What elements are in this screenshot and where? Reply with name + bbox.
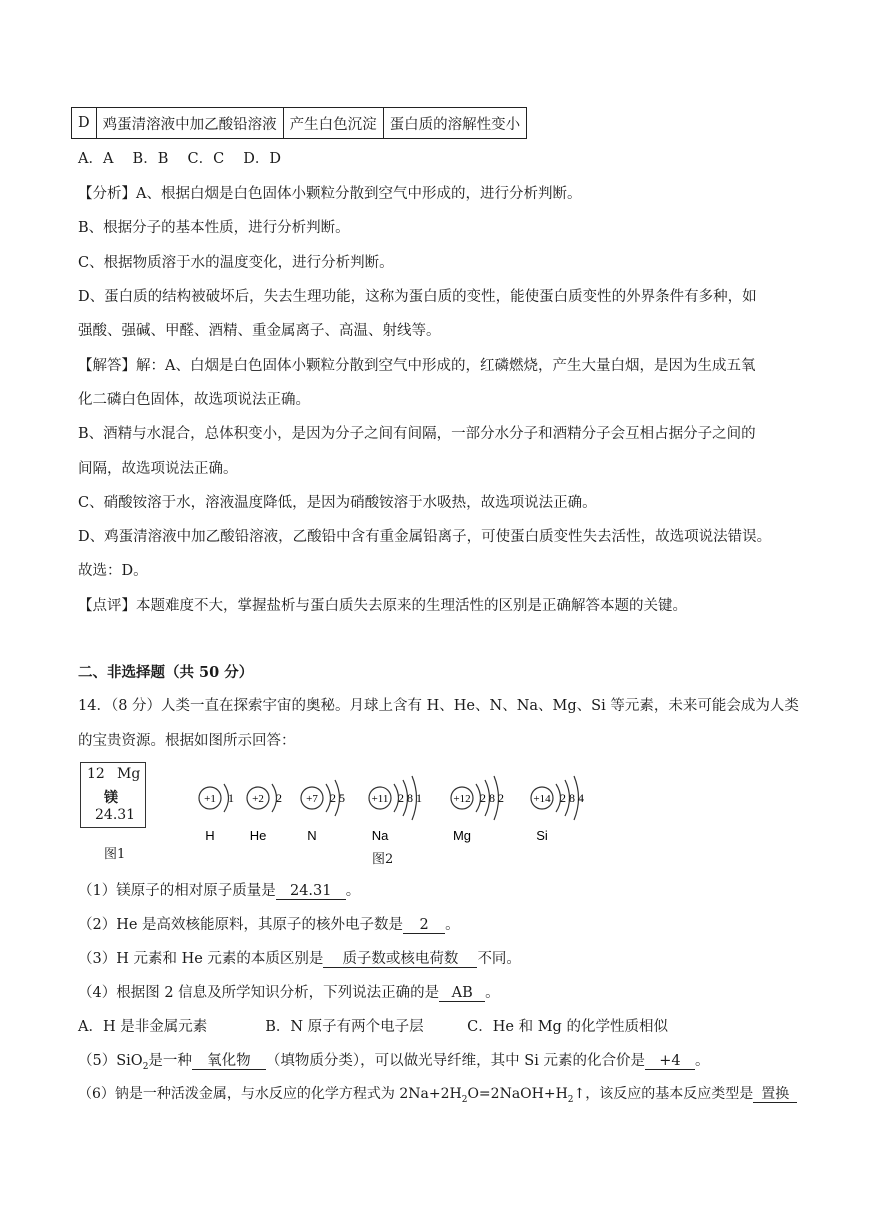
solution-line: D、鸡蛋清溶液中加乙酸铅溶液，乙酸铅中含有重金属铅离子，可使蛋白质变性失去活性，故选项说法错误。 bbox=[78, 529, 772, 545]
option-table bbox=[71, 107, 527, 139]
atom-diagram-na bbox=[369, 776, 422, 843]
figure-1-caption: 图1 bbox=[104, 847, 126, 862]
nucleus-charge: +1 bbox=[204, 793, 216, 805]
answer-blank: 氧化物 bbox=[192, 1053, 266, 1070]
subscript: 2 bbox=[461, 1094, 468, 1105]
element-label: Si bbox=[536, 828, 548, 843]
atomic-structure-diagrams bbox=[190, 760, 630, 870]
row-operation: 鸡蛋清溶液中加乙酸铅溶液 bbox=[96, 108, 283, 139]
sub-question-text: 。 bbox=[345, 883, 361, 899]
nucleus-charge: +7 bbox=[306, 793, 318, 805]
electron-count: 8 bbox=[407, 791, 413, 805]
sub-question-1 bbox=[78, 879, 360, 900]
answer-blank: 2 bbox=[403, 917, 445, 934]
sub-question-text: （3）H 元素和 He 元素的本质区别是 bbox=[78, 951, 324, 967]
atom-diagram-si bbox=[531, 776, 584, 843]
figure-2-caption: 图2 bbox=[372, 852, 394, 867]
element-name: 镁 bbox=[104, 790, 118, 806]
element-symbol: Mg bbox=[117, 766, 141, 782]
element-label: Mg bbox=[452, 828, 472, 843]
sub-question-6 bbox=[78, 1083, 797, 1105]
element-label: Na bbox=[371, 828, 389, 843]
solution-line: 故选：D。 bbox=[78, 563, 148, 579]
answer-blank: 24.31 bbox=[276, 883, 346, 900]
sub-question-text: （5）SiO bbox=[78, 1053, 143, 1069]
answer-blank: 质子数或核电荷数 bbox=[323, 951, 477, 968]
analysis-line: D、蛋白质的结构被破坏后，失去生理功能，这称为蛋白质的变性，能使蛋白质变性的外界条件有多种，如 bbox=[78, 289, 757, 305]
electron-count: 2 bbox=[480, 791, 486, 805]
sub-question-5 bbox=[78, 1049, 709, 1072]
element-cell-magnesium bbox=[80, 762, 146, 828]
solution-line: 间隔，故选项说法正确。 bbox=[78, 461, 238, 477]
comment-line: 【点评】本题难度不大，掌握盐析与蛋白质失去原来的生理活性的区别是正确解答本题的关键。 bbox=[78, 598, 687, 614]
section-title: 二、非选择题（共 50 分） bbox=[78, 664, 254, 681]
atom-diagram-n bbox=[301, 780, 345, 843]
analysis-line: 强酸、强碱、甲醛、酒精、重金属离子、高温、射线等。 bbox=[78, 323, 441, 339]
atom-diagrams bbox=[199, 776, 584, 843]
electron-count: 2 bbox=[276, 791, 282, 805]
electron-count: 2 bbox=[330, 791, 336, 805]
row-explanation: 蛋白质的溶解性变小 bbox=[383, 108, 527, 139]
atomic-mass: 24.31 bbox=[95, 807, 136, 823]
answer-blank: 置换 bbox=[753, 1086, 797, 1103]
sub-question-3 bbox=[78, 947, 521, 968]
electron-count: 5 bbox=[339, 791, 345, 805]
analysis-line: B、根据分子的基本性质，进行分析判断。 bbox=[78, 220, 350, 236]
element-label: H bbox=[205, 828, 215, 843]
atomic-number: 12 bbox=[87, 766, 105, 782]
sub-question-text: 。 bbox=[485, 985, 500, 1001]
solution-line: 【解答】解：A、白烟是白色固体小颗粒分散到空气中形成的，红磷燃烧，产生大量白烟，是因为生成五氧 bbox=[78, 358, 756, 374]
nucleus-charge: +2 bbox=[252, 793, 264, 805]
subscript: 2 bbox=[142, 1061, 149, 1072]
nucleus-charge: +12 bbox=[453, 793, 471, 805]
answer-blank: AB bbox=[439, 985, 485, 1002]
electron-count: 1 bbox=[416, 791, 422, 805]
atom-diagram-h bbox=[199, 784, 234, 843]
nucleus-charge: +14 bbox=[533, 793, 551, 805]
nucleus-charge: +11 bbox=[371, 793, 389, 805]
answer-choices: A．A B．B C．C D．D bbox=[78, 151, 282, 167]
sub-question-text: O=2NaOH+H bbox=[467, 1086, 568, 1102]
row-letter: D bbox=[72, 108, 97, 139]
electron-count: 1 bbox=[228, 791, 234, 805]
electron-count: 2 bbox=[498, 791, 504, 805]
electron-count: 8 bbox=[569, 791, 575, 805]
electron-count: 2 bbox=[560, 791, 566, 805]
sub-question-4-options: A．H 是非金属元素 B．N 原子有两个电子层 C．He 和 Mg 的化学性质相似 bbox=[78, 1019, 668, 1035]
electron-count: 8 bbox=[489, 791, 495, 805]
sub-question-4 bbox=[78, 981, 500, 1002]
analysis-line: C、根据物质溶于水的温度变化，进行分析判断。 bbox=[78, 255, 394, 271]
atom-diagram-mg bbox=[451, 776, 504, 843]
sub-question-text: （2）He 是高效核能原料，其原子的核外电子数是 bbox=[78, 917, 404, 933]
solution-line: C、硝酸铵溶于水，溶液温度降低，是因为硝酸铵溶于水吸热，故选项说法正确。 bbox=[78, 495, 597, 511]
answer-blank: +4 bbox=[645, 1053, 695, 1070]
sub-question-text: （填物质分类），可以做光导纤维，其中 Si 元素的化合价是 bbox=[265, 1053, 645, 1069]
sub-question-text: （4）根据图 2 信息及所学知识分析，下列说法正确的是 bbox=[78, 985, 440, 1001]
sub-question-text: ↑，该反应的基本反应类型是 bbox=[573, 1086, 754, 1102]
solution-line: B、酒精与水混合，总体积变小，是因为分子之间有间隔，一部分水分子和酒精分子会互相占据分子之间的 bbox=[78, 426, 756, 442]
analysis-line: 【分析】A、根据白烟是白色固体小颗粒分散到空气中形成的，进行分析判断。 bbox=[78, 186, 582, 202]
sub-question-text: 不同。 bbox=[477, 951, 521, 967]
row-phenomenon: 产生白色沉淀 bbox=[283, 108, 383, 139]
atom-diagram-he bbox=[247, 784, 282, 843]
table-row bbox=[72, 108, 527, 139]
sub-question-text: （6）钠是一种活泼金属，与水反应的化学方程式为 2Na+2H bbox=[78, 1086, 462, 1102]
electron-count: 2 bbox=[398, 791, 404, 805]
element-label: He bbox=[249, 828, 267, 843]
question-stem: 14．（8 分）人类一直在探索宇宙的奥秘。月球上含有 H、He、N、Na、Mg、Si 等元素，未来可能会成为人类 bbox=[78, 698, 799, 714]
question-stem: 的宝贵资源。根据如图所示回答： bbox=[78, 733, 296, 749]
electron-count: 4 bbox=[578, 791, 584, 805]
subscript: 2 bbox=[567, 1094, 574, 1105]
sub-question-text: 。 bbox=[694, 1053, 710, 1069]
sub-question-text: （1）镁原子的相对原子质量是 bbox=[78, 883, 276, 899]
sub-question-text: 是一种 bbox=[148, 1053, 192, 1069]
element-label: N bbox=[307, 828, 317, 843]
sub-question-2 bbox=[78, 913, 460, 934]
sub-question-text: 。 bbox=[445, 917, 460, 933]
solution-line: 化二磷白色固体，故选项说法正确。 bbox=[78, 392, 310, 408]
